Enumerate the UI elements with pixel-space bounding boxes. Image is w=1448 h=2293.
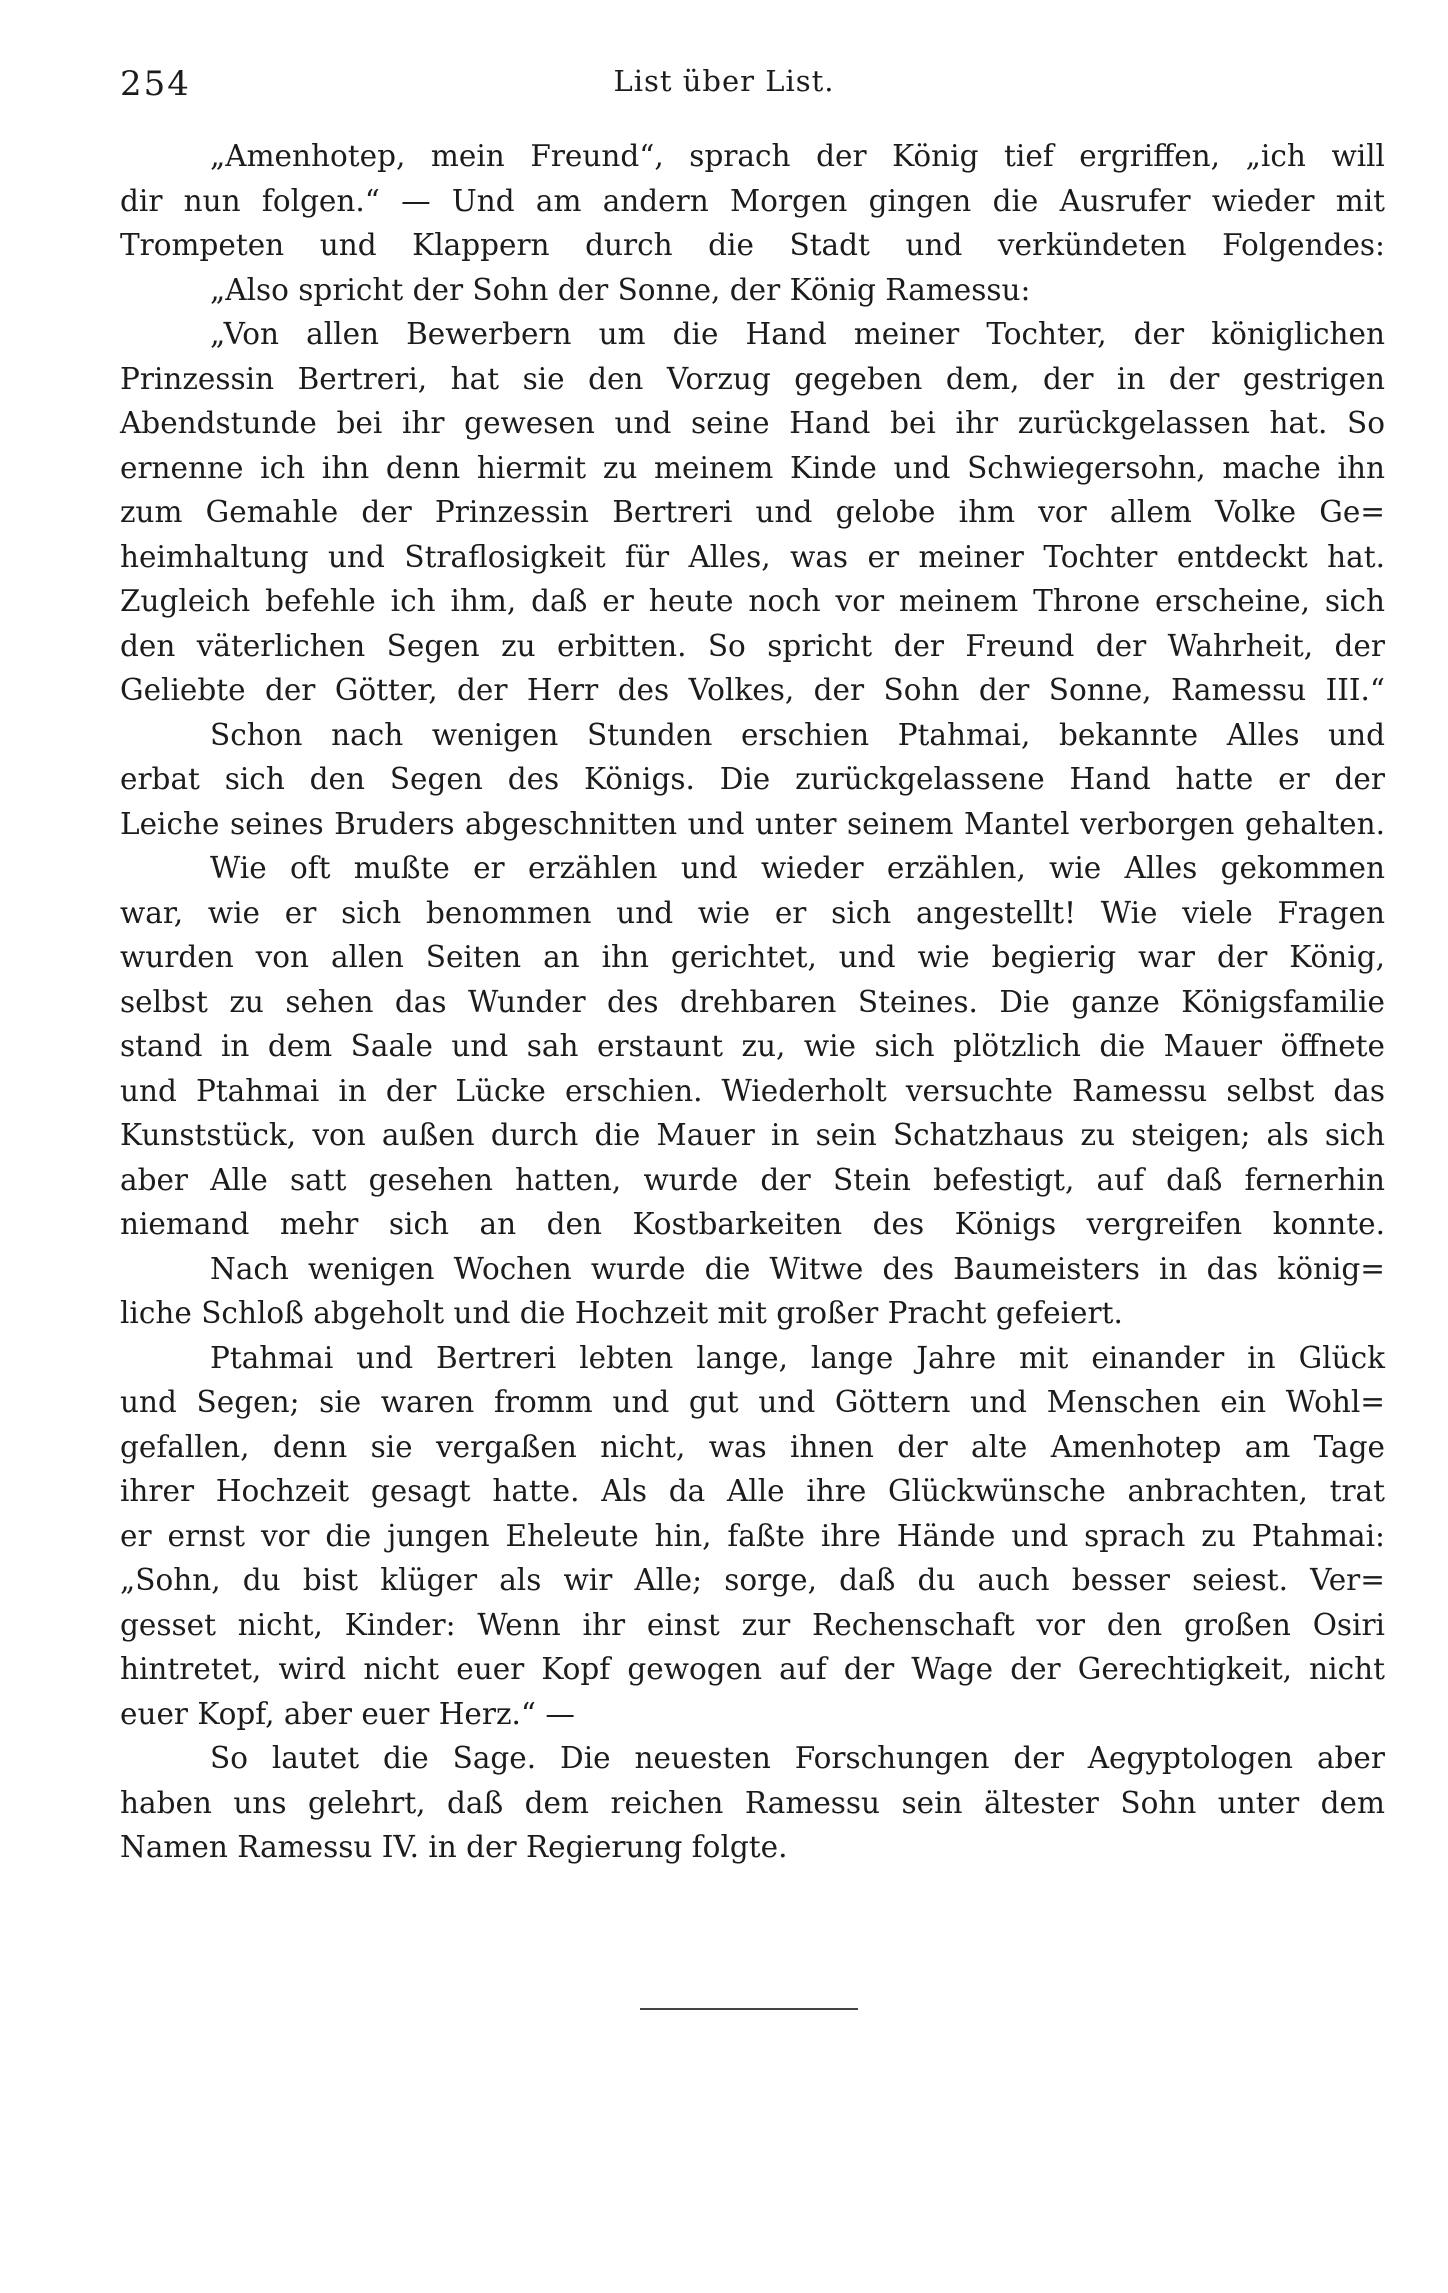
text-line: gefallen, denn sie vergaßen nicht, was ihnen der alte Amenhotep am Tage (120, 1429, 1385, 1464)
text-line: wurden von allen Seiten an ihn gerichtet, und wie begierig war der König, (120, 940, 1385, 974)
text-line: Zugleich befehle ich ihm, daß er heute noch vor meinem Throne erscheine, sich (120, 584, 1385, 618)
text-line: aber Alle satt gesehen hatten, wurde der Stein befestigt, auf daß fernerhin (120, 1162, 1385, 1197)
running-title: List über List. (613, 64, 835, 98)
text-line: liche Schloß abgeholt und die Hochzeit mit großer Pracht gefeiert. (120, 1296, 1123, 1330)
text-line: Leiche seines Bruders abgeschnitten und unter seinem Mantel verborgen gehalten. (120, 806, 1385, 841)
text-line: Nach wenigen Wochen wurde die Witwe des Baumeisters in das könig= (210, 1251, 1385, 1286)
text-line: ihrer Hochzeit gesagt hatte. Als da Alle ihre Glückwünsche anbrachten, trat (120, 1474, 1385, 1508)
text-line: Namen Ramessu IV. in der Regierung folgte. (120, 1830, 788, 1864)
text-line: Schon nach wenigen Stunden erschien Ptahmai, bekannte Alles und (210, 717, 1385, 752)
text-line: Abendstunde bei ihr gewesen und seine Hand bei ihr zurückgelassen hat. So (120, 406, 1385, 440)
text-line: Trompeten und Klappern durch die Stadt und verkündeten Folgendes: (120, 228, 1385, 262)
text-line: euer Kopf, aber euer Herz.“ — (120, 1696, 575, 1731)
text-line: Ptahmai und Bertreri lebten lange, lange Jahre mit einander in Glück (210, 1340, 1385, 1375)
text-line: und Ptahmai in der Lücke erschien. Wiederholt versuchte Ramessu selbst das (120, 1073, 1385, 1108)
text-line: heimhaltung und Straflosigkeit für Alles, was er meiner Tochter entdeckt hat. (120, 539, 1385, 574)
text-line: So lautet die Sage. Die neuesten Forschungen der Aegyptologen aber (210, 1741, 1385, 1775)
text-line: Geliebte der Götter, der Herr des Volkes, der Sohn der Sonne, Ramessu III.“ (120, 673, 1385, 707)
text-line: erbat sich den Segen des Königs. Die zurückgelassene Hand hatte er der (120, 762, 1385, 796)
text-line: selbst zu sehen das Wunder des drehbaren Steines. Die ganze Königsfamilie (120, 984, 1385, 1019)
text-line: Kunststück, von außen durch die Mauer in sein Schatzhaus zu steigen; als sich (120, 1118, 1385, 1152)
text-line: gesset nicht, Kinder: Wenn ihr einst zur Rechenschaft vor den großen Osiri (120, 1607, 1385, 1642)
page-number: 254 (120, 64, 191, 104)
text-line: „Amenhotep, mein Freund“, sprach der König tief ergriffen, „ich will (210, 139, 1385, 173)
text-line: hintretet, wird nicht euer Kopf gewogen auf der Wage der Gerechtigkeit, nicht (120, 1652, 1385, 1686)
text-line: dir nun folgen.“ — Und am andern Morgen gingen die Ausrufer wieder mit (120, 183, 1385, 218)
text-line: er ernst vor die jungen Eheleute hin, faßte ihre Hände und sprach zu Ptahmai: (120, 1518, 1385, 1553)
text-line: „Sohn, du bist klüger als wir Alle; sorge, daß du auch besser seiest. Ver= (120, 1563, 1385, 1597)
text-line: niemand mehr sich an den Kostbarkeiten des Königs vergreifen konnte. (120, 1207, 1385, 1241)
text-line: den väterlichen Segen zu erbitten. So spricht der Freund der Wahrheit, der (120, 628, 1385, 663)
text-line: „Von allen Bewerbern um die Hand meiner Tochter, der königlichen (210, 317, 1385, 351)
text-line: ernenne ich ihn denn hiermit zu meinem Kinde und Schwiegersohn, mache ihn (120, 450, 1385, 485)
text-line: Wie oft mußte er erzählen und wieder erzählen, wie Alles gekommen (210, 851, 1385, 885)
body-text (120, 134, 1385, 1870)
text-line: und Segen; sie waren fromm und gut und Göttern und Menschen ein Wohl= (120, 1385, 1385, 1419)
end-rule (640, 2008, 858, 2010)
text-line: Prinzessin Bertreri, hat sie den Vorzug gegeben dem, der in der gestrigen (120, 361, 1385, 396)
text-line: stand in dem Saale und sah erstaunt zu, wie sich plötzlich die Mauer öffnete (120, 1029, 1385, 1063)
text-line: war, wie er sich benommen und wie er sich angestellt! Wie viele Fragen (120, 895, 1385, 930)
text-line: „Also spricht der Sohn der Sonne, der König Ramessu: (210, 272, 1031, 307)
text-line: zum Gemahle der Prinzessin Bertreri und gelobe ihm vor allem Volke Ge= (120, 495, 1385, 529)
text-line: haben uns gelehrt, daß dem reichen Ramessu sein ältester Sohn unter dem (120, 1785, 1385, 1820)
